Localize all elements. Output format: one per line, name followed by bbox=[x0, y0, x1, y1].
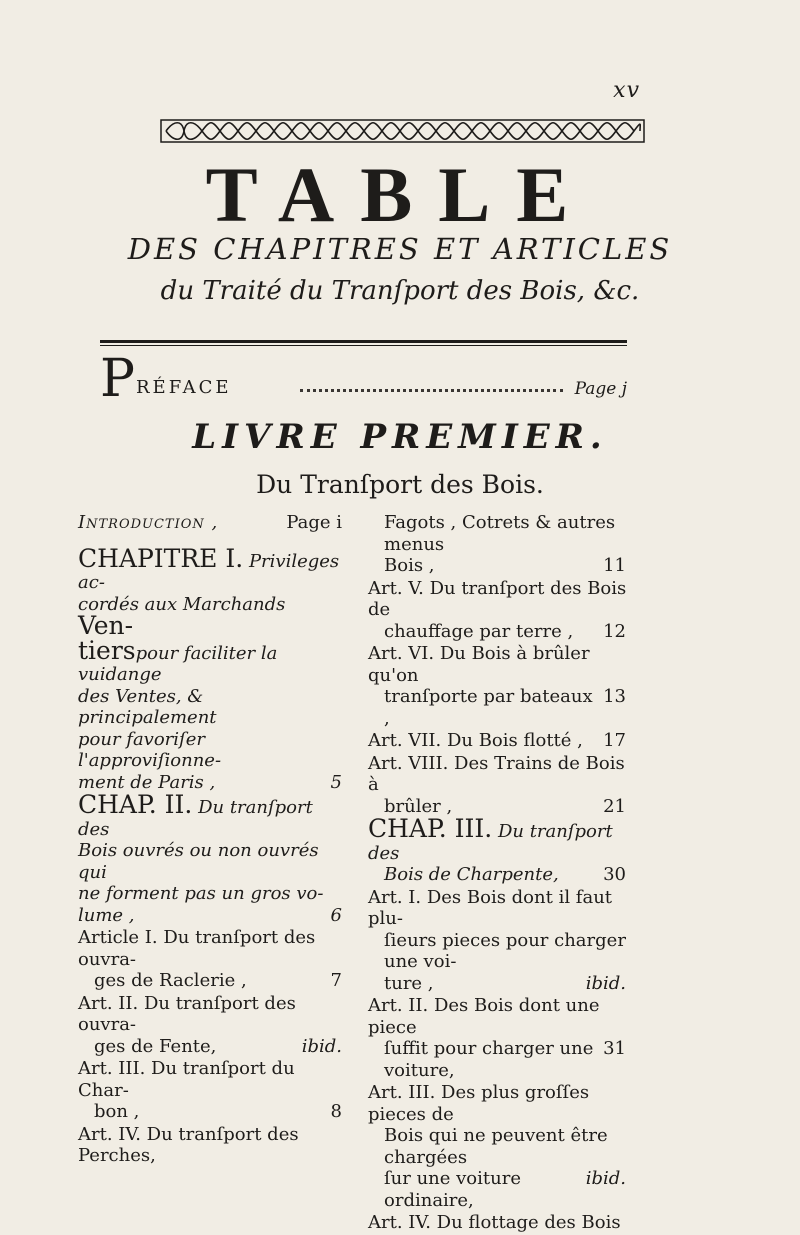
entry-page: 11 bbox=[603, 555, 626, 576]
entry-text: ges de Fente, bbox=[94, 1035, 217, 1057]
preface-initial: P bbox=[100, 349, 135, 409]
toc-entry-chapitre-1 bbox=[78, 543, 346, 794]
title-rule bbox=[100, 340, 627, 346]
entry-text: ment de Paris , bbox=[78, 771, 216, 793]
entry-page: ibid. bbox=[585, 972, 626, 994]
entry-text: Art. VI. Du Bois à brûler qu'on bbox=[368, 643, 590, 686]
page-title: TABLE bbox=[205, 151, 595, 238]
toc-column-left bbox=[78, 512, 346, 1168]
preface-entry bbox=[100, 349, 627, 409]
entry-page: 7 bbox=[330, 970, 342, 991]
entry-text: des Ventes, & principalement bbox=[78, 685, 217, 728]
toc-entry-article-3 bbox=[78, 1058, 346, 1123]
preface-page: Page j bbox=[574, 379, 627, 399]
entry-page: ibid. bbox=[301, 1035, 342, 1057]
entry-page: 31 bbox=[603, 1038, 626, 1059]
entry-page: ibid. bbox=[585, 1168, 626, 1189]
toc-entry-r-article-2 bbox=[368, 995, 630, 1081]
entry-text: chauffage par terre , bbox=[384, 620, 574, 642]
entry-text: brûler , bbox=[384, 795, 453, 817]
entry-text: ges de Raclerie , bbox=[94, 970, 247, 991]
entry-text: Art. IV. Du tranſport des Perches, bbox=[78, 1123, 299, 1166]
entry-text: Bois ouvrés ou non ouvrés qui bbox=[78, 840, 319, 883]
entry-text: Art. V. Du tranſport des Bois de bbox=[368, 577, 627, 620]
entry-page: 13 bbox=[603, 686, 626, 707]
entry-page: 8 bbox=[330, 1101, 342, 1122]
toc-entry-article-8 bbox=[368, 753, 630, 818]
toc-column-right bbox=[368, 512, 630, 1235]
toc-entry-r-article-1 bbox=[368, 887, 630, 995]
leader-dots bbox=[300, 389, 563, 392]
entry-text: ſieurs pieces pour charger une voi- bbox=[384, 929, 626, 972]
livre-heading: LIVRE PREMIER. bbox=[192, 417, 608, 457]
entry-text: bon , bbox=[94, 1101, 140, 1122]
entry-text: Fagots , Cotrets & autres menus bbox=[384, 512, 616, 555]
entry-text: tiers bbox=[78, 635, 136, 665]
entry-text: Art. VII. Du Bois flotté , bbox=[368, 730, 583, 751]
toc-entry-article-5 bbox=[368, 578, 630, 643]
toc-entry-article-4 bbox=[78, 1124, 346, 1167]
toc-entry-introduction bbox=[78, 512, 346, 534]
decorative-border-ornament bbox=[160, 118, 645, 144]
entry-page: 30 bbox=[603, 864, 626, 885]
entry-text: ture , bbox=[384, 972, 434, 994]
entry-text: Bois , bbox=[384, 555, 435, 576]
entry-label: Introduction , bbox=[78, 512, 219, 533]
entry-page: 5 bbox=[330, 771, 342, 793]
preface-label: RÉFACE bbox=[136, 377, 232, 398]
toc-entry-chapitre-3 bbox=[368, 814, 630, 886]
entry-text: Art. I. Des Bois dont il faut plu- bbox=[368, 886, 613, 929]
entry-text: lume , bbox=[78, 904, 135, 926]
entry-text: Bois de Charpente, bbox=[384, 864, 559, 885]
chapter-head: CHAP. II. bbox=[78, 790, 193, 819]
chapter-head: CHAPITRE I. bbox=[78, 543, 244, 573]
folio-number: xv bbox=[613, 78, 640, 103]
entry-text: ſuffit pour charger une voiture, bbox=[384, 1038, 594, 1081]
entry-text: Du tranſport des bbox=[78, 797, 313, 840]
toc-entry-article-2 bbox=[78, 993, 346, 1058]
entry-page: 6 bbox=[330, 904, 342, 926]
entry-text: Art. VIII. Des Trains de Bois à bbox=[368, 752, 625, 795]
toc-entry-chapitre-2 bbox=[78, 790, 346, 926]
entry-text: ne forment pas un gros vo- bbox=[78, 883, 324, 904]
chapter-head: CHAP. III. bbox=[368, 814, 493, 843]
toc-entry-article-1 bbox=[78, 927, 346, 992]
entry-text: Ven- bbox=[78, 611, 134, 640]
entry-text: Art. II. Des Bois dont une piece bbox=[368, 995, 600, 1038]
entry-text: ſur une voiture ordinaire, bbox=[384, 1168, 521, 1211]
page-subtitle: DES CHAPITRES ET ARTICLES bbox=[127, 232, 673, 266]
toc-entry-article-6 bbox=[368, 643, 630, 729]
livre-subtitle: Du Tranſport des Bois. bbox=[256, 470, 544, 499]
entry-text: cordés aux Marchands bbox=[78, 593, 286, 615]
toc-entry-article-4-cont bbox=[368, 512, 630, 577]
entry-text: pour favoriſer l'approviſionne- bbox=[78, 728, 222, 771]
entry-page: 17 bbox=[603, 730, 626, 751]
entry-page: Page i bbox=[286, 512, 342, 533]
entry-text: Bois qui ne peuvent être chargées bbox=[384, 1125, 608, 1168]
entry-text: Art. III. Du tranſport du Char- bbox=[78, 1058, 295, 1101]
entry-page: 21 bbox=[603, 795, 626, 817]
toc-entry-r-article-3 bbox=[368, 1082, 630, 1211]
entry-text: pour faciliter la vuidange bbox=[78, 642, 278, 685]
entry-page: 12 bbox=[603, 620, 626, 642]
entry-text: tranſporte par bateaux , bbox=[384, 686, 593, 729]
entry-text: Du tranſport des bbox=[368, 821, 613, 864]
page-subsubtitle: du Traité du Tranſport des Bois, &c. bbox=[160, 276, 640, 306]
toc-entry-article-7 bbox=[368, 730, 630, 752]
toc-entry-r-article-4 bbox=[368, 1212, 630, 1234]
entry-text: Privileges ac- bbox=[78, 550, 340, 593]
entry-text: Art. II. Du tranſport des ouvra- bbox=[78, 992, 296, 1035]
entry-text: Art. III. Des plus groſſes pieces de bbox=[368, 1082, 590, 1125]
entry-text: Art. IV. Du flottage des Bois bbox=[368, 1212, 621, 1233]
entry-text: Article I. Du tranſport des ouvra- bbox=[78, 927, 316, 970]
